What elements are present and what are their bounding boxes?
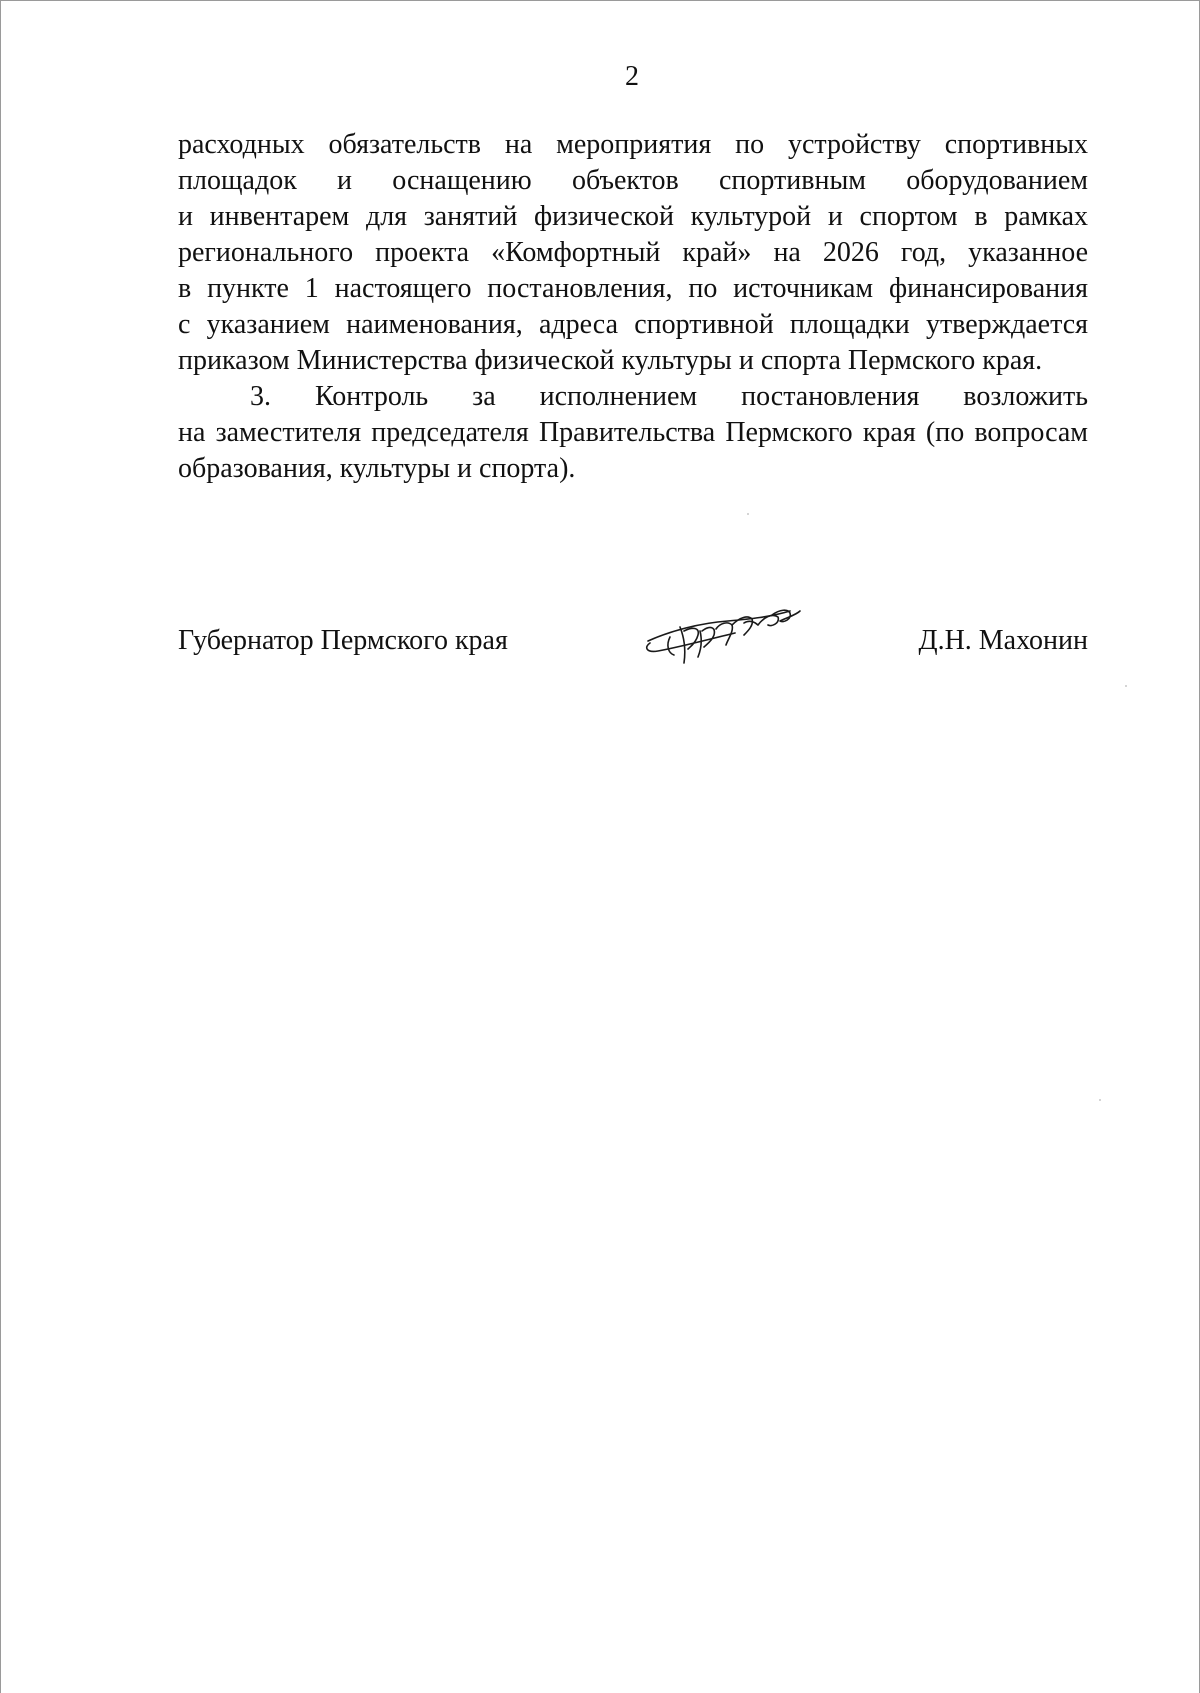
paragraph-line: площадок и оснащению объектов спортивным оборудованием xyxy=(178,165,1088,196)
paragraph-line: расходных обязательств на мероприятия по устройству спортивных xyxy=(178,129,1088,160)
signer-title: Губернатор Пермского края xyxy=(178,625,508,656)
paragraph-line: с указанием наименования, адреса спортивной площадки утверждается xyxy=(178,309,1088,340)
handwritten-signature xyxy=(640,601,815,669)
scan-speck xyxy=(1099,1099,1101,1101)
paragraph-line: и инвентарем для занятий физической культурой и спортом в рамках xyxy=(178,201,1088,232)
document-body xyxy=(178,127,1088,487)
scan-speck xyxy=(1125,685,1127,687)
scan-speck xyxy=(747,513,749,515)
paragraph-line: 3. Контроль за исполнением постановления возложить xyxy=(250,381,1088,412)
paragraph-line: регионального проекта «Комфортный край» на 2026 год, указанное xyxy=(178,237,1088,268)
paragraph-line: образования, культуры и спорта). xyxy=(178,453,576,484)
signer-name: Д.Н. Махонин xyxy=(918,625,1088,656)
signature-block xyxy=(178,601,1088,671)
paragraph-line: на заместителя председателя Правительства Пермского края (по вопросам xyxy=(178,417,1088,448)
page-number: 2 xyxy=(625,61,639,92)
paragraph-line: приказом Министерства физической культуры и спорта Пермского края. xyxy=(178,345,1043,376)
paragraph-line: в пункте 1 настоящего постановления, по источникам финансирования xyxy=(178,273,1088,304)
